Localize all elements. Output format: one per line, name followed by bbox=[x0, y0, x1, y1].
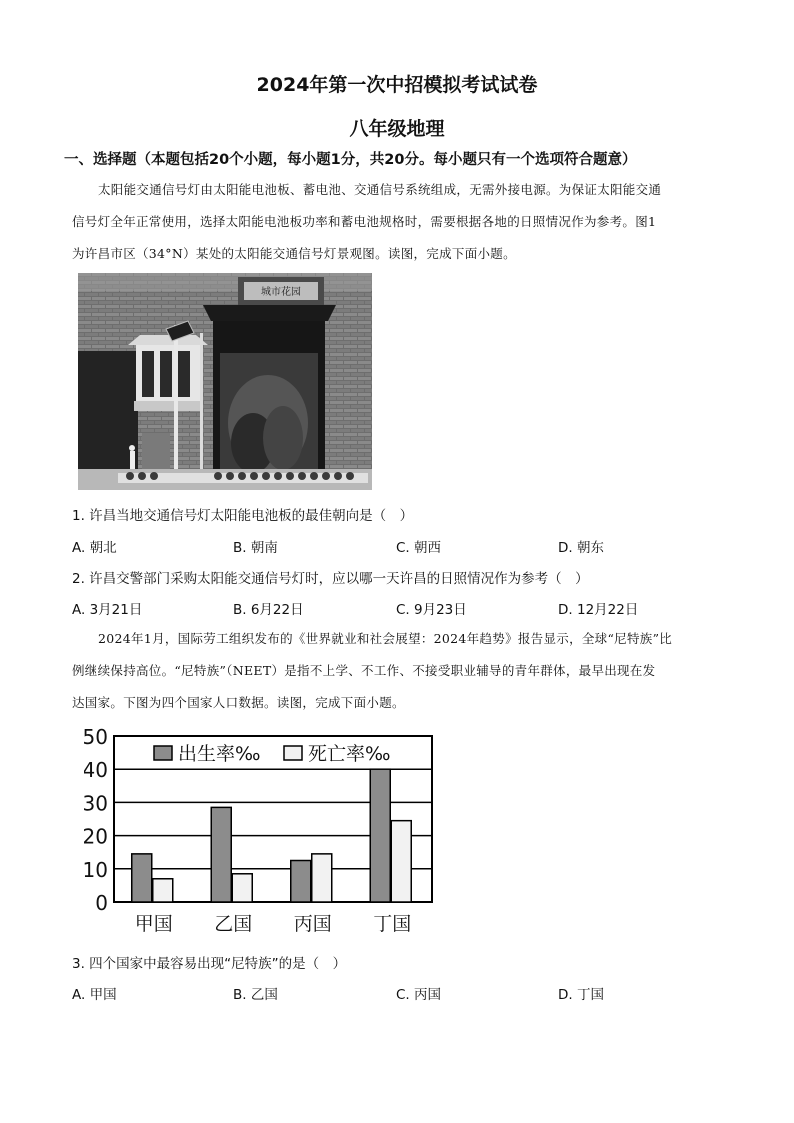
bar-death-rate bbox=[153, 879, 173, 902]
question-2-stem: 2. 许昌交警部门采购太阳能交通信号灯时，应以哪一天许昌的日照情况作为参考（ ） bbox=[72, 571, 589, 587]
exam-subtitle: 八年级地理 bbox=[349, 118, 445, 140]
question-1-option-b[interactable]: B. 朝南 bbox=[233, 540, 278, 556]
question-3-option-a[interactable]: A. 甲国 bbox=[72, 987, 117, 1003]
legend-swatch bbox=[154, 746, 172, 760]
gate-sign-text: 城市花园 bbox=[261, 287, 301, 298]
question-3-stem: 3. 四个国家中最容易出现“尼特族”的是（ ） bbox=[72, 956, 347, 972]
bar-death-rate bbox=[232, 874, 252, 902]
legend-label: 出生率‰ bbox=[178, 743, 261, 765]
photo-illustration bbox=[78, 273, 372, 490]
bar-birth-rate bbox=[132, 854, 152, 902]
legend-label: 死亡率‰ bbox=[308, 743, 391, 765]
legend-swatch bbox=[284, 746, 302, 760]
question-3-option-d[interactable]: D. 丁国 bbox=[558, 987, 604, 1003]
question-3-option-b[interactable]: B. 乙国 bbox=[233, 987, 278, 1003]
bar-birth-rate bbox=[370, 769, 390, 902]
population-bar-chart-svg bbox=[84, 724, 444, 940]
solar-traffic-light-photo bbox=[78, 273, 372, 490]
x-tick-label: 丙国 bbox=[293, 913, 332, 935]
x-tick-label: 丁国 bbox=[373, 913, 412, 935]
question-2-option-a[interactable]: A. 3月21日 bbox=[72, 602, 143, 618]
question-2-option-c[interactable]: C. 9月23日 bbox=[396, 602, 467, 618]
bar-birth-rate bbox=[211, 807, 231, 902]
passage-1 bbox=[72, 174, 724, 270]
passage-1-line: 为许昌市区（34°N）某处的太阳能交通信号灯景观图。读图，完成下面小题。 bbox=[72, 246, 516, 261]
passage-2-line: 达国家。下图为四个国家人口数据。读图，完成下面小题。 bbox=[72, 695, 405, 710]
passage-2-line: 2024年1月，国际劳工组织发布的《世界就业和社会展望：2024年趋势》报告显示，全球“尼特族”比 bbox=[98, 631, 673, 646]
question-2-option-b[interactable]: B. 6月22日 bbox=[233, 602, 304, 618]
bar-death-rate bbox=[312, 854, 332, 902]
y-tick-label: 50 bbox=[84, 725, 108, 749]
question-3-option-c[interactable]: C. 丙国 bbox=[396, 987, 442, 1003]
passage-1-line: 太阳能交通信号灯由太阳能电池板、蓄电池、交通信号系统组成，无需外接电源。为保证太阳能交通 bbox=[98, 182, 662, 197]
y-tick-label: 30 bbox=[84, 791, 108, 816]
question-1-stem: 1. 许昌当地交通信号灯太阳能电池板的最佳朝向是（ ） bbox=[72, 508, 414, 524]
question-1-option-d[interactable]: D. 朝东 bbox=[558, 540, 604, 556]
bar-birth-rate bbox=[291, 861, 311, 903]
passage-1-line: 信号灯全年正常使用，选择太阳能电池板功率和蓄电池规格时，需要根据各地的日照情况作为参考。图1 bbox=[72, 214, 657, 229]
question-1-option-a[interactable]: A. 朝北 bbox=[72, 540, 117, 556]
x-tick-label: 乙国 bbox=[214, 913, 253, 935]
y-tick-label: 20 bbox=[84, 824, 108, 849]
bar-death-rate bbox=[391, 821, 411, 902]
question-1-option-c[interactable]: C. 朝西 bbox=[396, 540, 442, 556]
passage-2 bbox=[72, 623, 724, 719]
y-tick-label: 40 bbox=[84, 758, 108, 783]
x-tick-label: 甲国 bbox=[134, 913, 173, 935]
question-2-option-d[interactable]: D. 12月22日 bbox=[558, 602, 639, 618]
exam-title: 2024年第一次中招模拟考试试卷 bbox=[256, 74, 538, 96]
y-tick-label: 0 bbox=[95, 891, 108, 915]
section-heading: 一、选择题（本题包括20个小题，每小题1分，共20分。每小题只有一个选项符合题意） bbox=[64, 152, 637, 168]
population-chart bbox=[84, 724, 444, 944]
y-tick-label: 10 bbox=[84, 857, 108, 882]
passage-2-line: 例继续保持高位。“尼特族”（NEET）是指不上学、不工作、不接受职业辅导的青年群体，最早出现在发 bbox=[72, 663, 656, 678]
